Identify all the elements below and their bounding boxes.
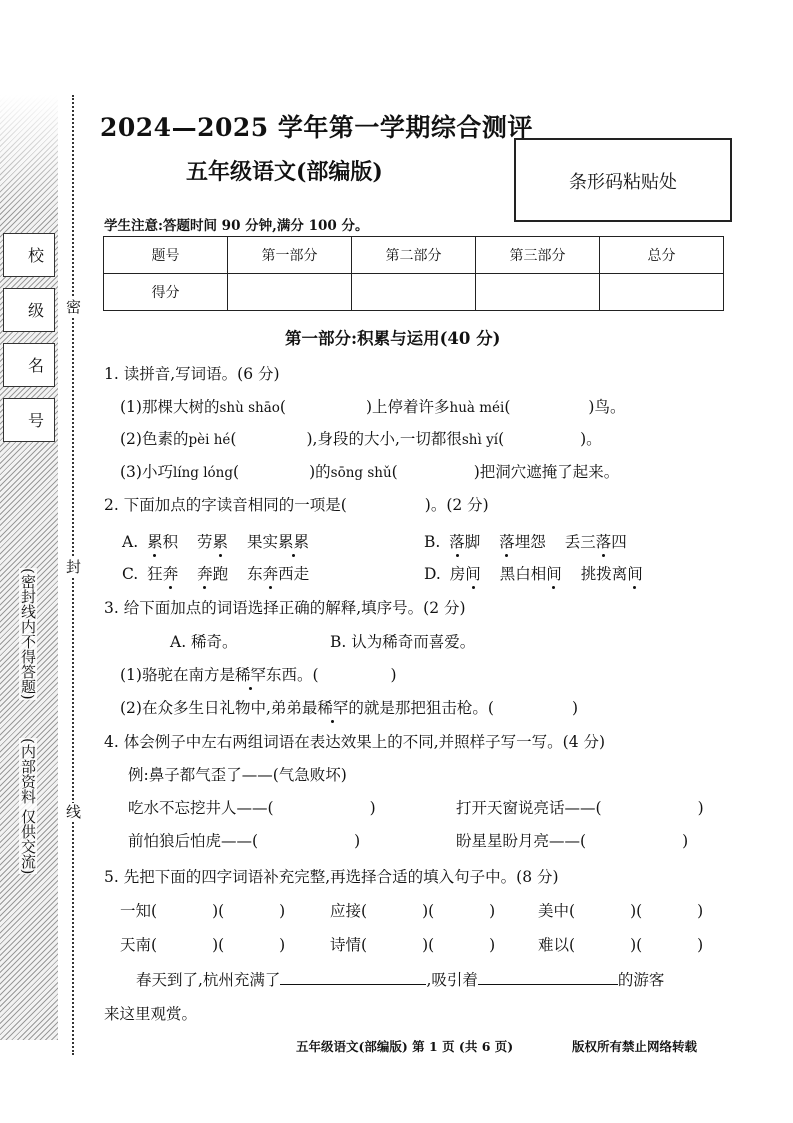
q4-item3: 前怕狼后怕虎——( ) [128, 832, 361, 850]
q4-item4: 盼星星盼月亮——( ) [456, 832, 689, 850]
fill-line[interactable] [478, 970, 618, 985]
score-header: 第三部分 [476, 237, 600, 274]
grade-field[interactable]: 级 [3, 288, 55, 332]
score-cell[interactable] [228, 274, 352, 311]
score-header: 题号 [104, 237, 228, 274]
copyright-notice: 版权所有禁止网络转载 [572, 1039, 698, 1054]
q2-option-a[interactable]: A. 累积 劳累 果实累累 [122, 530, 309, 552]
q5-word6: 难以( )( ) [538, 936, 704, 954]
internal-note: (内部资料 仅供交流) [19, 738, 37, 875]
score-cell[interactable] [600, 274, 724, 311]
q1-stem: 1. 读拼音,写词语。(6 分) [104, 365, 280, 383]
q5-word4: 天南( )( ) [120, 936, 286, 954]
q5-stem: 5. 先把下面的四字词语补充完整,再选择合适的填入句子中。(8 分) [104, 868, 559, 886]
q2-option-b[interactable]: B. 落脚 落埋怨 丢三落四 [424, 530, 627, 552]
exam-subtitle: 五年级语文(部编版) [186, 159, 383, 185]
q4-item1: 吃水不忘挖井人——( ) [128, 799, 376, 817]
section-title: 第一部分:积累与运用(40 分) [285, 329, 501, 348]
q1-line3: (3)小巧líng lóng( )的sōng shǔ( )把洞穴遮掩了起来。 [120, 463, 620, 481]
q5-word1: 一知( )( ) [120, 902, 286, 920]
q2-option-d[interactable]: D. 房间 黑白相间 挑拨离间 [424, 562, 643, 584]
q5-paragraph-line2: 来这里观赏。 [104, 1005, 198, 1023]
q3-option-a: A. 稀奇。 [170, 633, 238, 651]
score-cell[interactable] [476, 274, 600, 311]
page-info: 五年级语文(部编版) 第 1 页 (共 6 页) [296, 1039, 514, 1054]
seal-mark-xian: 线 [66, 803, 82, 821]
score-table [103, 236, 724, 311]
q5-word5: 诗情( )( ) [330, 936, 496, 954]
seal-mark-mi: 密 [66, 298, 82, 316]
name-field[interactable]: 名 [3, 343, 55, 387]
number-field[interactable]: 号 [3, 398, 55, 442]
score-row-label: 得分 [104, 274, 228, 311]
q2-option-c[interactable]: C. 狂奔 奔跑 东奔西走 [122, 562, 309, 584]
barcode-box [514, 138, 732, 222]
q1-line1: (1)那棵大树的shù shāo( )上停着许多huà méi( )鸟。 [120, 398, 626, 416]
q1-line2: (2)色素的pèi hé( ),身段的大小,一切都很shì yí( )。 [120, 430, 602, 448]
q2-stem: 2. 下面加点的字读音相同的一项是( )。(2 分) [104, 496, 489, 514]
q3-sentence2: (2)在众多生日礼物中,弟弟最稀罕的就是那把狙击枪。( ) [120, 696, 578, 718]
seal-mark-feng: 封 [66, 558, 82, 576]
school-field[interactable]: 校 [3, 233, 55, 277]
seal-note: (密封线内不得答题) [19, 568, 37, 700]
score-cell[interactable] [352, 274, 476, 311]
student-notice: 学生注意:答题时间 90 分钟,满分 100 分。 [104, 218, 369, 234]
q3-option-b: B. 认为稀奇而喜爱。 [330, 633, 476, 651]
q3-stem: 3. 给下面加点的词语选择正确的解释,填序号。(2 分) [104, 599, 466, 617]
exam-title: 2024—2025 学年第一学期综合测评 [100, 113, 533, 142]
fill-line[interactable] [280, 970, 426, 985]
q5-word3: 美中( )( ) [538, 902, 704, 920]
q5-word2: 应接( )( ) [330, 902, 496, 920]
score-header: 第二部分 [352, 237, 476, 274]
q4-item2: 打开天窗说亮话——( ) [456, 799, 704, 817]
score-header: 总分 [600, 237, 724, 274]
score-header: 第一部分 [228, 237, 352, 274]
q5-paragraph-line1: 春天到了,杭州充满了 ,吸引着 的游客 [136, 971, 665, 989]
q4-example: 例:鼻子都气歪了——(气急败坏) [128, 766, 347, 784]
q4-stem: 4. 体会例子中左右两组词语在表达效果上的不同,并照样子写一写。(4 分) [104, 733, 606, 751]
barcode-label: 条形码粘贴处 [569, 172, 677, 193]
q3-sentence1: (1)骆驼在南方是稀罕东西。( ) [120, 663, 397, 685]
